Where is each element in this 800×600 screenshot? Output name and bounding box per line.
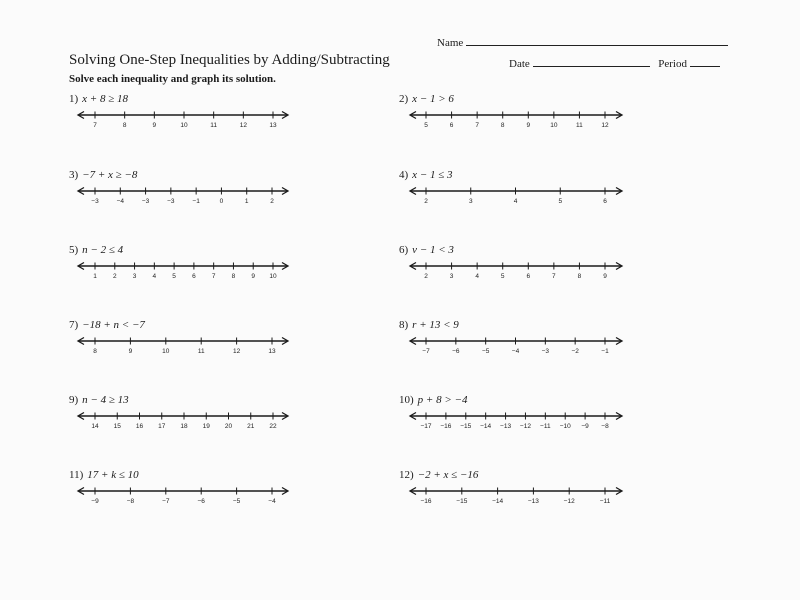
tick-label: 16 [135, 423, 144, 430]
problem-number: 10) [399, 394, 414, 406]
tick-label: 5 [172, 273, 176, 280]
inequality: x − 1 > 6 [412, 93, 454, 105]
inequality: 17 + k ≤ 10 [87, 469, 139, 481]
tick-label: 14 [91, 423, 99, 430]
tick-label: 11 [210, 122, 218, 129]
number-line-1[interactable] [73, 107, 293, 129]
tick-label: −2 [571, 348, 579, 355]
inequality: n − 4 ≥ 13 [82, 394, 129, 406]
tick-label: 11 [197, 348, 205, 355]
problem-number: 6) [399, 244, 409, 256]
tick-label: 22 [269, 423, 277, 430]
tick-label: −3 [91, 198, 99, 205]
tick-label: 7 [475, 122, 479, 129]
tick-label: −17 [420, 423, 432, 430]
tick-label: 8 [231, 273, 236, 280]
problem-number: 12) [399, 469, 414, 481]
tick-label: 3 [468, 198, 473, 205]
tick-label: −11 [599, 498, 611, 505]
tick-label: 13 [269, 122, 277, 129]
tick-label: 6 [603, 198, 607, 205]
tick-label: 7 [552, 273, 556, 280]
problem-number: 11) [69, 469, 84, 481]
tick-label: −15 [460, 423, 472, 430]
tick-label: 5 [424, 122, 428, 129]
problem-label [69, 244, 123, 256]
inequality: v − 1 < 3 [412, 244, 454, 256]
tick-label: 4 [475, 273, 479, 280]
tick-label: −16 [420, 498, 432, 505]
tick-label: 10 [180, 122, 188, 129]
tick-label: −5 [481, 348, 490, 355]
number-line-11[interactable] [73, 483, 293, 505]
tick-label: −4 [511, 348, 520, 355]
problem-number: 7) [69, 319, 79, 331]
tick-label: 15 [113, 423, 121, 430]
problem-label [69, 394, 129, 406]
problem-label [399, 319, 459, 331]
tick-label: −14 [480, 423, 492, 430]
inequality: n − 2 ≤ 4 [82, 244, 124, 256]
tick-label: −16 [440, 423, 452, 430]
tick-label: 2 [424, 273, 428, 280]
tick-label: 9 [152, 122, 157, 129]
date-label: Date [509, 58, 530, 70]
problem-label [69, 169, 137, 181]
tick-label: 12 [232, 348, 241, 355]
tick-label: 5 [558, 198, 563, 205]
tick-label: −9 [91, 498, 99, 505]
problem-label [69, 93, 128, 105]
tick-label: −1 [192, 198, 200, 205]
tick-label: 21 [247, 423, 255, 430]
tick-label: 12 [601, 122, 609, 129]
tick-label: 10 [550, 122, 558, 129]
tick-label: 1 [244, 198, 249, 205]
tick-label: 11 [576, 122, 583, 129]
problem-label [399, 93, 454, 105]
inequality: −2 + x ≤ −16 [417, 469, 479, 481]
tick-label: 20 [224, 423, 233, 430]
period-label: Period [658, 58, 687, 70]
tick-label: 18 [180, 423, 188, 430]
tick-label: 0 [219, 198, 224, 205]
problem-label [69, 319, 145, 331]
problem-label [399, 244, 454, 256]
tick-label: −3 [167, 198, 175, 205]
tick-label: 19 [202, 423, 210, 430]
number-line-10[interactable] [405, 408, 627, 430]
problem-number: 9) [69, 394, 79, 406]
date-period-row [509, 57, 720, 70]
tick-label: −1 [601, 348, 609, 355]
tick-label: 4 [513, 198, 518, 205]
tick-label: −12 [563, 498, 575, 505]
tick-label: −13 [527, 498, 539, 505]
tick-label: 4 [152, 273, 157, 280]
problem-number: 1) [69, 93, 79, 105]
tick-label: 3 [449, 273, 454, 280]
tick-label: −6 [452, 348, 460, 355]
number-line-6[interactable] [405, 258, 627, 280]
tick-label: 17 [158, 423, 166, 430]
tick-label: 7 [211, 273, 216, 280]
number-line-7[interactable] [73, 333, 293, 355]
problem-number: 2) [399, 93, 409, 105]
inequality: x − 1 ≤ 3 [412, 169, 453, 181]
worksheet-title: Solving One-Step Inequalities by Adding/Subtracting [69, 52, 390, 68]
tick-label: −5 [232, 498, 241, 505]
tick-label: 8 [500, 122, 505, 129]
tick-label: 12 [239, 122, 247, 129]
tick-label: 2 [424, 198, 428, 205]
tick-label: 7 [93, 122, 97, 129]
inequality: r + 13 < 9 [412, 319, 459, 331]
problem-number: 3) [69, 169, 79, 181]
problem-number: 5) [69, 244, 79, 256]
problem-number: 8) [399, 319, 409, 331]
tick-label: −15 [456, 498, 468, 505]
tick-label: 5 [500, 273, 505, 280]
inequality: −7 + x ≥ −8 [82, 169, 138, 181]
tick-label: −4 [268, 498, 276, 505]
tick-label: −10 [559, 423, 571, 430]
number-line-3[interactable] [73, 183, 293, 205]
tick-label: 6 [192, 273, 196, 280]
tick-label: −4 [116, 198, 124, 205]
tick-label: −12 [519, 423, 531, 430]
inequality: x + 8 ≥ 18 [82, 93, 129, 105]
problem-label [399, 394, 467, 406]
instructions: Solve each inequality and graph its solution. [69, 73, 276, 85]
name-field [437, 36, 728, 49]
tick-label: −3 [141, 198, 150, 205]
period-blank[interactable] [690, 57, 720, 67]
tick-label: 6 [449, 122, 454, 129]
number-line-5[interactable] [73, 258, 293, 280]
tick-label: −9 [581, 423, 589, 430]
tick-label: −11 [540, 423, 551, 430]
name-label: Name [437, 37, 464, 49]
tick-label: −3 [541, 348, 550, 355]
number-line-2[interactable] [405, 107, 627, 129]
tick-label: 10 [162, 348, 170, 355]
tick-label: 9 [603, 273, 607, 280]
tick-label: 8 [577, 273, 582, 280]
number-line-9[interactable] [73, 408, 293, 430]
tick-label: 3 [132, 273, 137, 280]
tick-label: −13 [500, 423, 512, 430]
number-line-12[interactable] [405, 483, 627, 505]
tick-label: 8 [93, 348, 97, 355]
tick-label: 1 [93, 273, 97, 280]
tick-label: −7 [162, 498, 170, 505]
problem-number: 4) [399, 169, 409, 181]
tick-label: −7 [422, 348, 430, 355]
tick-label: 9 [251, 273, 256, 280]
problem-label [399, 469, 478, 481]
tick-label: 10 [269, 273, 277, 280]
tick-label: −14 [492, 498, 504, 505]
name-blank[interactable] [466, 36, 728, 46]
tick-label: −8 [601, 423, 609, 430]
inequality: p + 8 > −4 [417, 394, 468, 406]
number-line-8[interactable] [405, 333, 627, 355]
tick-label: −8 [126, 498, 135, 505]
tick-label: 6 [526, 273, 531, 280]
tick-label: 2 [112, 273, 117, 280]
tick-label: 2 [270, 198, 274, 205]
tick-label: 13 [268, 348, 276, 355]
tick-label: −6 [197, 498, 205, 505]
tick-label: 9 [128, 348, 133, 355]
problem-label [399, 169, 453, 181]
number-line-4[interactable] [405, 183, 627, 205]
tick-label: 8 [122, 122, 127, 129]
date-blank[interactable] [533, 57, 650, 67]
tick-label: 9 [526, 122, 531, 129]
problem-label [69, 469, 139, 481]
inequality: −18 + n < −7 [82, 319, 145, 331]
